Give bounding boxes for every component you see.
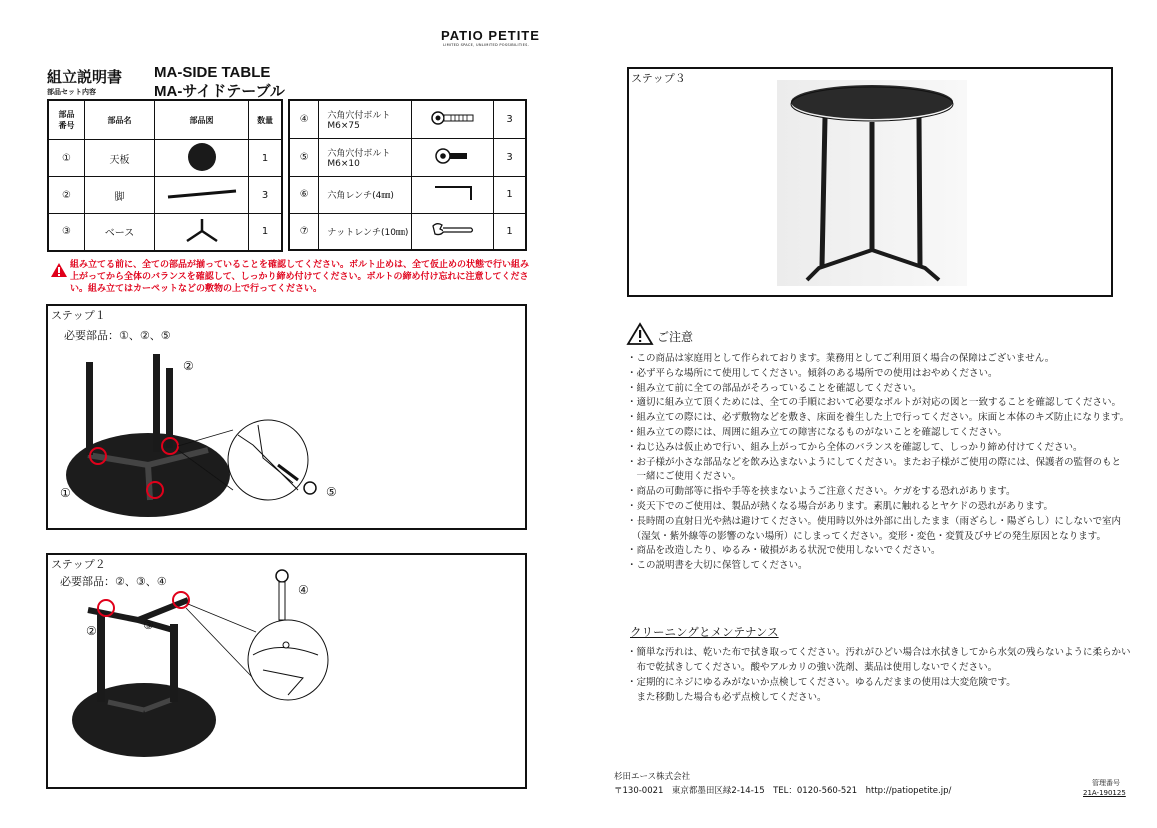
long-bolt-icon [431,111,475,125]
part-no: ③ [48,214,85,251]
list-item: ・お子様が小さな部品などを飲み込まないようにしてください。またお子様がご使用の際には、保護者の監督のもと 一緒にご使用ください。 [627,456,1122,483]
part-no: ① [48,140,85,177]
round-top-icon [186,141,218,173]
part-qty: 3 [494,100,526,138]
parts-table-left [47,99,283,252]
callout-part-5: ⑤ [326,485,337,499]
callout-part-3: ③ [143,618,154,632]
part-qty: 3 [494,138,526,176]
table-row [48,214,282,251]
part-no: ⑦ [289,213,319,250]
company-name: 杉田エース株式会社 [614,772,691,782]
header-qty: 数量 [249,100,282,140]
brand-logo: PATIO PETITE [441,28,540,43]
list-item: ・組み立ての際には、周囲に組み立ての障害になるものがないことを確認してください。 [627,426,1008,438]
callout-part-1: ① [60,486,71,500]
step2-label: ステップ２ [51,558,106,571]
part-no: ② [48,177,85,214]
part-qty: 1 [249,214,282,251]
list-item: ・簡単な汚れは、乾いた布で拭き取ってください。汚れがひどい場合は水拭きしてから水気の残らないように柔らかい 布で乾拭きしてください。酸やアルカリの強い洗剤、薬品は使用しないでください。 [627,647,1131,673]
list-item: ・商品を改造したり、ゆるみ・破損がある状況で使用しないでください。 [627,545,941,557]
part-name: ナットレンチ(10㎜) [327,227,409,238]
part-name: 脚 [85,177,155,214]
step2-required-parts: 必要部品：②、③、④ [60,575,167,588]
caution-heading: ご注意 [657,330,694,344]
part-qty: 1 [494,213,526,250]
list-item: ・この説明書を大切に保管してください。 [627,560,808,572]
product-title-jp: MA-サイドテーブル [154,83,285,100]
management-number: 21A-190125 [1083,789,1126,797]
nut-wrench-icon [431,220,475,240]
warning-icon [50,262,68,278]
part-spec: M6×75 [327,120,360,131]
part-name: 六角レンチ(4㎜) [327,191,394,201]
step1-required-parts: 必要部品：①、②、⑤ [64,329,171,342]
table-row [289,100,526,138]
header-part-no: 部品 番号 [48,100,85,140]
product-title-en: MA-SIDE TABLE [154,64,271,81]
caution-triangle-icon [626,322,654,346]
list-item: ・定期的にネジにゆるみがないか点検してください。ゆるんだままの使用は大変危険です。 また移動した場合も必ず点検してください。 [627,677,1016,703]
list-item: ・組み立て前に全ての部品がそろっていることを確認してください。 [627,382,922,394]
table-row [48,140,282,177]
list-item: ・組み立ての際には、必ず敷物などを敷き、床面を養生した上で行ってください。床面と本体のキズ防止になります。 [627,412,1130,424]
part-qty: 1 [249,140,282,177]
finished-table-photo [777,80,967,286]
caution-list [627,352,1142,574]
parts-table-right [288,99,527,251]
leg-bar-icon [166,187,238,201]
part-no: ⑤ [289,138,319,176]
table-row [289,176,526,213]
part-no: ④ [289,100,319,138]
part-spec: M6×10 [327,158,360,169]
table-row [289,138,526,176]
header-part-name: 部品名 [85,100,155,140]
tripod-base-icon [182,215,222,245]
company-address: 〒130-0021 東京都墨田区緑2-14-15 TEL：0120-560-521 http://patiopetite.jp/ [614,786,952,796]
table-row [48,177,282,214]
page-title: 組立説明書 [47,68,123,86]
short-bolt-icon [435,148,471,164]
parts-set-subtitle: 部品セット内容 [47,88,96,96]
header-part-diagram: 部品図 [154,100,248,140]
callout-part-2: ② [86,624,97,638]
cleaning-heading: クリーニングとメンテナンス [630,625,779,639]
step1-diagram [48,340,526,528]
part-name: 六角穴付ボルト [327,110,391,121]
list-item: ・ねじ込みは仮止めで行い、組み上がってから全体のバランスを確認して、しっかり締め付けてください。 [627,441,1083,453]
assembly-warning: 組み立てる前に、全ての部品が揃っていることを確認してください。ボルト止めは、全て仮止めの状態で行い組み上がってから全体のバランスを確認して、しっかり締め付けてください。ボルトの締め付け忘れに注意してください。組み立てはカーペットなどの敷物の上で行ってください。 [70,260,530,294]
step2-diagram [48,560,526,787]
part-no: ⑥ [289,176,319,213]
table-row [289,213,526,250]
list-item: ・必ず平らな場所にて使用してください。傾斜のある場所での使用はおやめください。 [627,367,998,379]
callout-part-4: ④ [298,583,309,597]
part-name: ベース [85,214,155,251]
cleaning-list [627,645,1142,705]
part-name: 天板 [85,140,155,177]
list-item: ・商品の可動部等に指や手等を挟まないようご注意ください。ケガをする恐れがあります。 [627,486,1016,498]
list-item: ・この商品は家庭用として作られております。業務用としてご利用頂く場合の保障はございません。 [627,353,1055,364]
list-item: ・適切に組み立て頂くためには、全ての手順において必要なボルトが対応の図と一致することを確認してください。 [627,397,1122,409]
part-qty: 3 [249,177,282,214]
hex-key-icon [431,182,475,204]
part-name: 六角穴付ボルト [327,148,391,159]
part-qty: 1 [494,176,526,213]
management-number-label: 管理番号 [1092,779,1120,787]
callout-part-2: ② [183,359,194,373]
list-item: ・炎天下でのご使用は、製品が熱くなる場合があります。素肌に触れるとヤケドの恐れがあります。 [627,500,1053,512]
list-item: ・長時間の直射日光や熱は避けてください。使用時以外は外部に出したまま（雨ざらし・陽ざらし）にしないで室内 （湿気・紫外線等の影響のない場所）にしまってください。変形・変色・変質及びサビの発生原因となります。 [627,515,1122,542]
step3-label: ステップ３ [631,72,686,85]
brand-tagline: LIMITED SPACE, UNLIMITED POSSIBILITIES. [443,43,530,47]
step1-label: ステップ１ [51,309,106,322]
